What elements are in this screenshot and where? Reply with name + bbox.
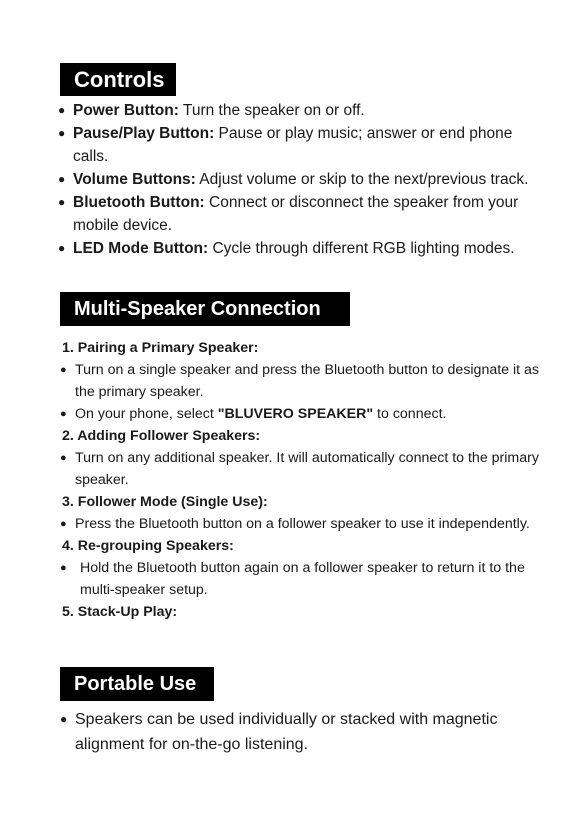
bullet-icon: ● bbox=[60, 712, 68, 726]
step-title: 4. Re-grouping Speakers: bbox=[62, 538, 234, 554]
bullet-icon: ● bbox=[58, 241, 66, 255]
bullet-icon: ● bbox=[60, 408, 67, 420]
item-label: Power Button: bbox=[73, 102, 179, 119]
bullet-icon: ● bbox=[58, 103, 66, 117]
bullet-icon: ● bbox=[58, 126, 66, 140]
bullet-icon: ● bbox=[58, 195, 66, 209]
portable-line bbox=[60, 707, 540, 757]
step-text: Turn on any additional speaker. It will automatically connect to the primary speaker. bbox=[75, 450, 539, 488]
item-label: Bluetooth Button: bbox=[73, 194, 205, 211]
item-text: Connect or disconnect the speaker from your mobile device. bbox=[73, 194, 519, 234]
list-item bbox=[58, 168, 538, 191]
step-title: 5. Stack-Up Play: bbox=[62, 604, 178, 620]
step-text: Press the Bluetooth button on a follower speaker to use it independently. bbox=[75, 516, 530, 532]
list-item bbox=[58, 191, 538, 237]
item-text: Cycle through different RGB lighting modes. bbox=[208, 240, 515, 257]
portable-use-heading: Portable Use bbox=[60, 667, 214, 701]
bullet-icon: ● bbox=[60, 452, 67, 464]
item-text: Pause or play music; answer or end phone calls. bbox=[73, 125, 513, 165]
step-line bbox=[60, 403, 540, 425]
step-line bbox=[60, 557, 540, 601]
step-title: 3. Follower Mode (Single Use): bbox=[62, 494, 268, 510]
step-text: Hold the Bluetooth button again on a follower speaker to return it to the multi-speaker setup. bbox=[80, 560, 525, 598]
portable-use-text bbox=[60, 707, 540, 757]
step-line bbox=[60, 359, 540, 403]
step-title: 1. Pairing a Primary Speaker: bbox=[62, 340, 259, 356]
step-title: 2. Adding Follower Speakers: bbox=[62, 428, 261, 444]
bullet-icon: ● bbox=[60, 518, 67, 530]
bullet-icon: ● bbox=[60, 562, 67, 574]
controls-heading: Controls bbox=[60, 63, 176, 96]
item-label: LED Mode Button: bbox=[73, 240, 209, 257]
step-line bbox=[60, 513, 540, 535]
portable-text: Speakers can be used individually or stacked with magnetic alignment for on-the-go listening. bbox=[75, 711, 498, 753]
step-text: Turn on a single speaker and press the Bluetooth button to designate it as the primary speaker. bbox=[75, 362, 540, 400]
multi-speaker-steps bbox=[60, 337, 540, 623]
item-label: Volume Buttons: bbox=[73, 171, 196, 188]
list-item bbox=[58, 122, 538, 168]
list-item bbox=[58, 99, 538, 122]
item-text: Adjust volume or skip to the next/previous track. bbox=[195, 171, 529, 188]
step-line bbox=[60, 447, 540, 491]
bullet-icon: ● bbox=[60, 364, 67, 376]
controls-list bbox=[58, 99, 538, 260]
list-item bbox=[58, 237, 538, 260]
step-text: On your phone, select bbox=[75, 406, 218, 422]
item-label: Pause/Play Button: bbox=[73, 125, 215, 142]
speaker-name: "BLUVERO SPEAKER" bbox=[217, 406, 374, 422]
step-text: to connect. bbox=[373, 406, 447, 422]
item-text: Turn the speaker on or off. bbox=[178, 102, 365, 119]
multi-speaker-heading: Multi-Speaker Connection bbox=[60, 292, 350, 326]
bullet-icon: ● bbox=[58, 172, 66, 186]
